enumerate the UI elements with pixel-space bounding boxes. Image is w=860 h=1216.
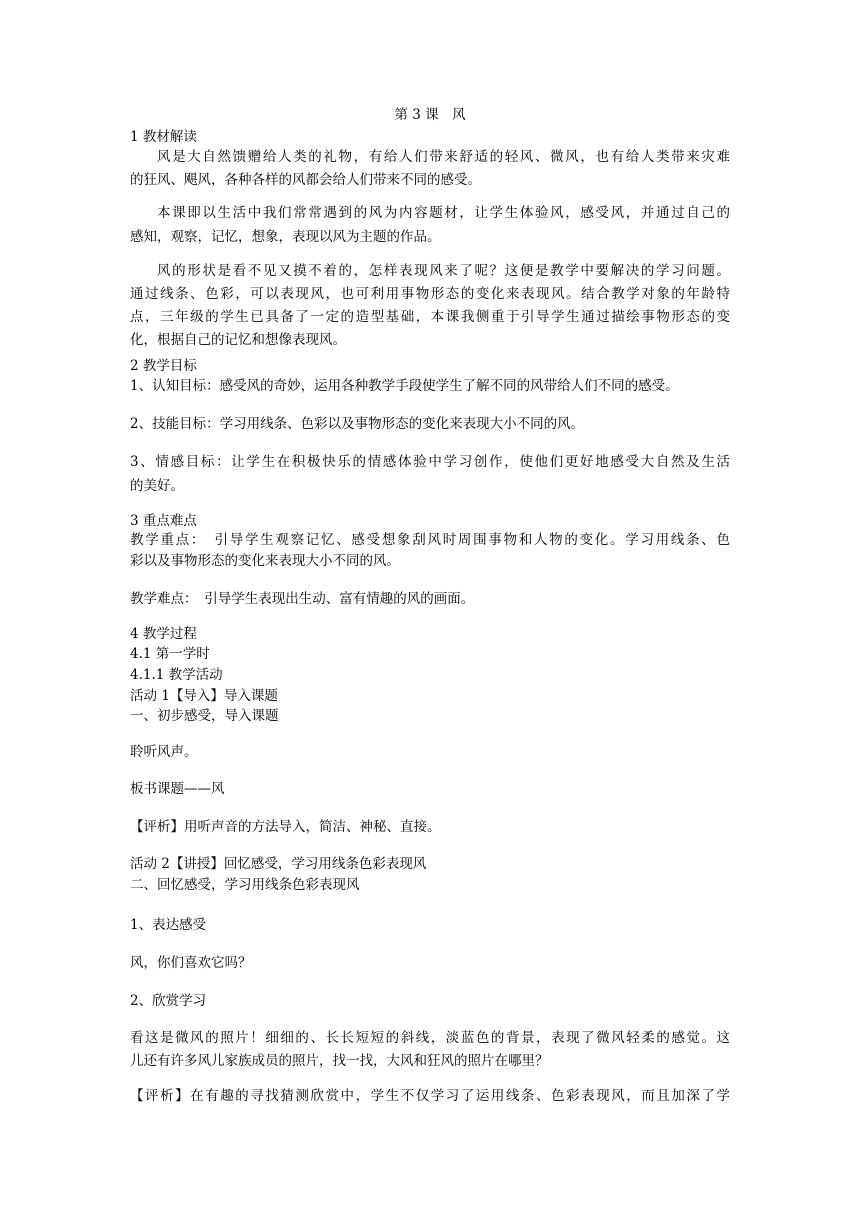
paragraph-line: 聆听风声。 (130, 744, 198, 760)
activity-subheading: 一、初步感受，导入课题 (130, 708, 279, 724)
comment-line: 【评析】用听声音的方法导入，简洁、神秘、直接。 (130, 819, 441, 835)
key-point-line: 彩以及事物形态的变化来表现大小不同的风。 (130, 553, 400, 569)
paragraph-line: 化，根据自己的记忆和想像表现风。 (130, 332, 346, 348)
subsection-heading: 4.1.1 教学活动 (130, 667, 223, 683)
paragraph-line: 风是大自然馈赠给人类的礼物，有给人们带来舒适的轻风、微风，也有给人类带来灾难 (157, 149, 730, 165)
paragraph-line: 风，你们喜欢它吗？ (130, 955, 252, 971)
goal-item: 3、情感目标：让学生在积极快乐的情感体验中学习创作，使他们更好地感受大自然及生活 (130, 454, 730, 470)
list-item: 1、表达感受 (130, 917, 207, 933)
paragraph-line: 儿还有许多风儿家族成员的照片，找一找，大风和狂风的照片在哪里？ (130, 1053, 549, 1069)
paragraph-line: 感知，观察，记忆，想象，表现以风为主题的作品。 (130, 229, 441, 245)
activity-heading: 活动 2【讲授】回忆感受，学习用线条色彩表现风 (130, 856, 427, 872)
comment-line: 【评析】在有趣的寻找猜测欣赏中，学生不仅学习了运用线条、色彩表现风，而且加深了学 (130, 1088, 730, 1104)
paragraph-line: 看这是微风的照片！细细的、长长短短的斜线，淡蓝色的背景，表现了微风轻柔的感觉。这 (130, 1030, 730, 1046)
paragraph-line: 的狂风、飓风，各种各样的风都会给人们带来不同的感受。 (130, 172, 481, 188)
section-heading-2: 2 教学目标 (130, 358, 197, 374)
activity-subheading: 二、回忆感受，学习用线条色彩表现风 (130, 877, 360, 893)
goal-item: 1、认知目标：感受风的奇妙，运用各种教学手段使学生了解不同的风带给人们不同的感受。 (130, 378, 679, 394)
paragraph-line: 风的形状是看不见又摸不着的，怎样表现风来了呢？这便是教学中要解决的学习问题。 (157, 263, 730, 279)
subsection-heading: 4.1 第一学时 (130, 646, 210, 662)
page-title: 第 3 课 风 (394, 107, 466, 123)
section-heading-4: 4 教学过程 (130, 626, 197, 642)
paragraph-line: 板书课题——风 (130, 781, 225, 797)
activity-heading: 活动 1【导入】导入课题 (130, 688, 278, 704)
key-point-line: 教学重点： 引导学生观察记忆、感受想象刮风时周围事物和人物的变化。学习用线条、色 (130, 532, 730, 548)
list-item: 2、欣赏学习 (130, 993, 207, 1009)
paragraph-line: 通过线条、色彩，可以表现风，也可利用事物形态的变化来表现风。结合教学对象的年龄特 (130, 286, 730, 302)
section-heading-1: 1 教材解读 (130, 129, 197, 145)
goal-item: 2、技能目标：学习用线条、色彩以及事物形态的变化来表现大小不同的风。 (130, 416, 585, 432)
paragraph-line: 点，三年级的学生已具备了一定的造型基础，本课我侧重于引导学生通过描绘事物形态的变 (130, 309, 730, 325)
paragraph-line: 本课即以生活中我们常常遇到的风为内容题材，让学生体验风，感受风，并通过自己的 (157, 205, 730, 221)
difficulty-line: 教学难点： 引导学生表现出生动、富有情趣的风的画面。 (130, 591, 475, 607)
goal-item: 的美好。 (130, 478, 184, 494)
section-heading-3: 3 重点难点 (130, 513, 197, 529)
